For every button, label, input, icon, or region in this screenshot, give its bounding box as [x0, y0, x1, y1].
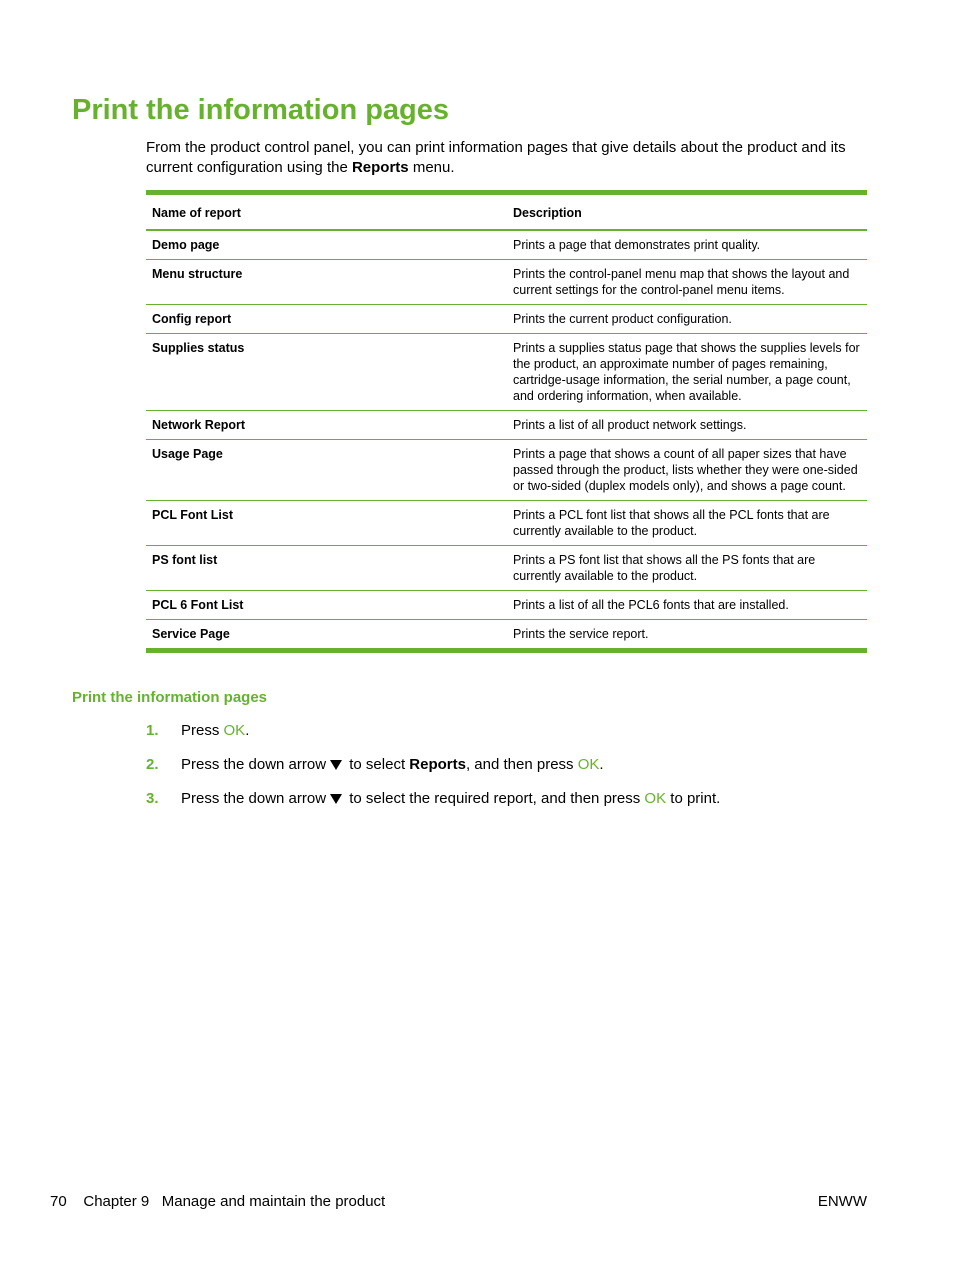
step-text: Press the down arrow to select the required report, and then press OK to print.: [181, 790, 721, 807]
ok-button-label: OK: [644, 790, 667, 807]
report-description: Prints a supplies status page that shows the supplies levels for the product, an approximate number of pages remaining, cartridge-usage information, the serial number, a page count, and ordering information, when available.: [507, 334, 867, 411]
down-arrow-icon: [330, 794, 342, 804]
report-name: Usage Page: [146, 440, 507, 501]
step-number: 2.: [146, 756, 159, 773]
reports-menu-name: Reports: [351, 158, 409, 176]
table-row: [146, 260, 867, 305]
report-description: Prints a PCL font list that shows all the PCL fonts that are currently available to the product.: [507, 501, 867, 546]
table-row: [146, 230, 867, 260]
procedure-steps: [146, 720, 866, 822]
report-description: Prints a list of all the PCL6 fonts that are installed.: [507, 591, 867, 620]
report-description: Prints a PS font list that shows all the PS fonts that are currently available to the product.: [507, 546, 867, 591]
page-title: Print the information pages: [72, 94, 450, 126]
step-text: Press OK.: [181, 722, 250, 739]
table-row: [146, 440, 867, 501]
table-header-row: [146, 195, 867, 230]
report-name: Supplies status: [146, 334, 507, 411]
report-name: Demo page: [146, 230, 507, 260]
step-2: [146, 754, 866, 788]
intro-paragraph: [146, 138, 870, 177]
ok-button-label: OK: [223, 722, 246, 739]
report-description: Prints the current product configuration.: [507, 305, 867, 334]
column-header-name: Name of report: [146, 195, 507, 230]
table-row: [146, 620, 867, 649]
procedure-heading: Print the information pages: [72, 689, 268, 706]
step-number: 3.: [146, 790, 159, 807]
report-description: Prints a page that shows a count of all paper sizes that have passed through the product, lists whether they were one-sided or two-sided (duplex models only), and shows a page count.: [507, 440, 867, 501]
report-name: PCL 6 Font List: [146, 591, 507, 620]
report-description: Prints a list of all product network settings.: [507, 411, 867, 440]
intro-text-end: menu.: [408, 158, 455, 176]
down-arrow-icon: [330, 760, 342, 770]
footer-code: ENWW: [817, 1193, 867, 1210]
step-number: 1.: [146, 722, 159, 739]
reports-table: [146, 190, 867, 653]
page-number: 70: [50, 1193, 67, 1210]
intro-text: From the product control panel, you can print information pages that give details about the product and its current configuration using the: [146, 139, 846, 176]
report-description: Prints a page that demonstrates print quality.: [507, 230, 867, 260]
table-row: [146, 305, 867, 334]
report-name: Menu structure: [146, 260, 507, 305]
column-header-description: Description: [507, 195, 867, 230]
table-row: [146, 334, 867, 411]
report-description: Prints the control-panel menu map that shows the layout and current settings for the control-panel menu items.: [507, 260, 867, 305]
report-name: Config report: [146, 305, 507, 334]
table-row: [146, 591, 867, 620]
table-row: [146, 501, 867, 546]
step-1: [146, 720, 866, 754]
report-name: Service Page: [152, 627, 230, 641]
report-name: PCL Font List: [146, 501, 507, 546]
report-name: Network Report: [146, 411, 507, 440]
chapter-title: Chapter 9 Manage and maintain the product: [83, 1193, 386, 1210]
step-3: [146, 788, 866, 822]
ok-button-label: OK: [577, 756, 600, 773]
reports-menu-name: Reports: [409, 756, 466, 773]
table-row: [146, 546, 867, 591]
page-footer-left: [50, 1193, 385, 1210]
report-name: PS font list: [146, 546, 507, 591]
step-text: Press the down arrow to select Reports, and then press OK.: [181, 756, 604, 773]
table-row: [146, 411, 867, 440]
report-description: Prints the service report.: [513, 627, 649, 641]
